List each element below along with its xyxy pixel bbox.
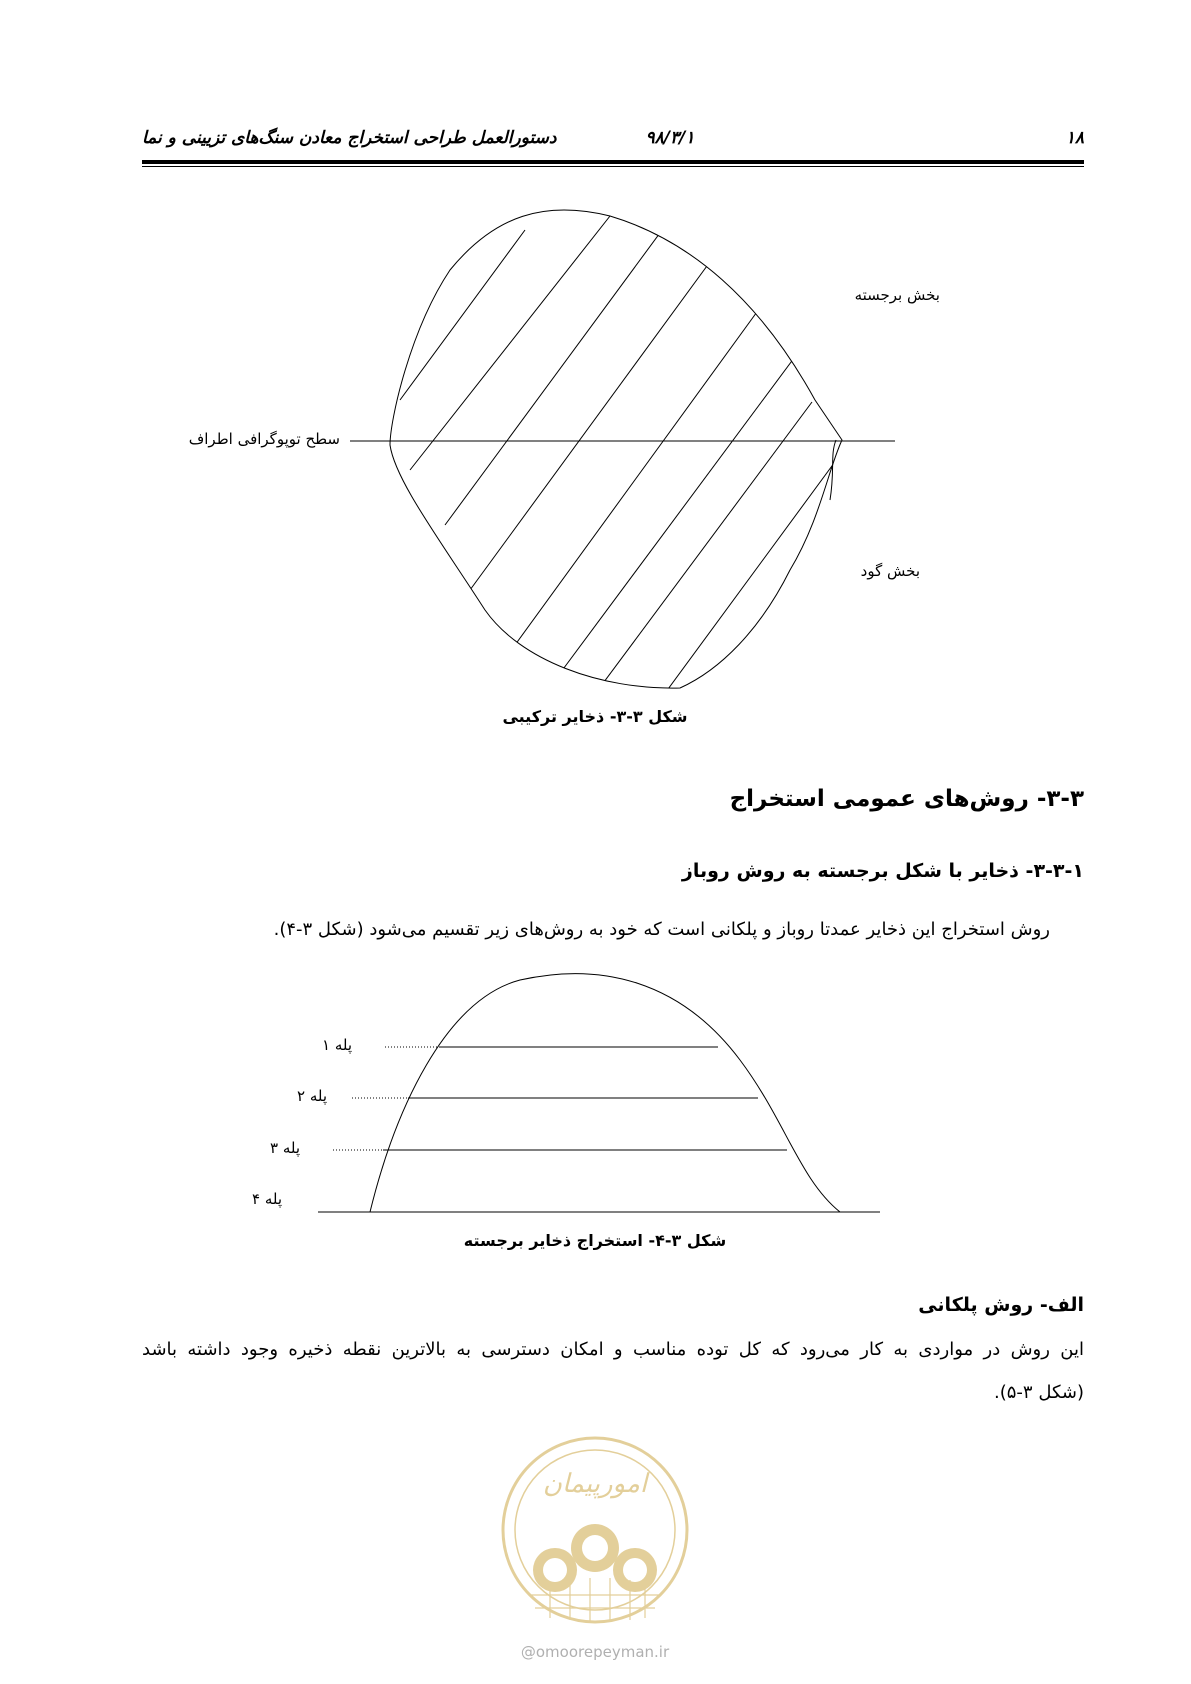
subsection-a-paragraph-line1: این روش در مواردی به کار می‌رود که کل توده مناسب و امکان دسترسی به بالاترین نقطه ذخیره وجود داشته باشد	[142, 1339, 1084, 1360]
bench-leader-lines	[318, 1047, 440, 1212]
label-sunken-part: بخش گود	[860, 562, 920, 580]
raised-deposit-profile	[370, 974, 840, 1212]
subsection-a-paragraph-line2: (شکل ۳-۵).	[994, 1382, 1084, 1403]
bench-3-label: پله ۳	[269, 1139, 300, 1157]
figure-3-3-diagram	[0, 0, 1191, 740]
figure-3-4-diagram	[0, 960, 1191, 1230]
at-icon: @	[520, 1643, 536, 1661]
deposit-outline	[390, 210, 842, 688]
watermark-site: @omoorepeyman.ir	[520, 1643, 670, 1661]
figure-3-4-caption: شکل ۳-۴- استخراج ذخایر برجسته	[463, 1231, 727, 1250]
figure-3-3-caption: شکل ۳-۳- ذخایر ترکیبی	[502, 707, 688, 726]
hatching	[400, 216, 840, 700]
watermark-logo-text: امورپیمان	[542, 1469, 648, 1499]
section-3-3-heading: ۳-۳- روش‌های عمومی استخراج	[729, 786, 1084, 812]
section-3-3-1-heading: ۳-۳-۱- ذخایر با شکل برجسته به روش روباز	[681, 860, 1084, 882]
header-title: دستورالعمل طراحی استخراج معادن سنگ‌های تزیینی و نما	[142, 128, 557, 148]
section-3-3-1-paragraph: روش استخراج این ذخایر عمدتا روباز و پلکانی است که خود به روش‌های زیر تقسیم می‌شود (شکل ۳-۴).	[273, 919, 1050, 940]
header-date: ۹۸/۳/۱	[645, 128, 695, 148]
bench-4-label: پله ۴	[251, 1190, 282, 1208]
label-raised-part: بخش برجسته	[854, 286, 940, 304]
watermark-logo	[495, 1430, 695, 1630]
bench-1-label: پله ۱	[321, 1036, 352, 1054]
page-number: ۱۸	[1065, 128, 1084, 148]
subsection-a-heading: الف- روش پلکانی	[918, 1294, 1084, 1316]
label-surface: سطح توپوگرافی اطراف	[188, 430, 340, 448]
bench-2-label: پله ۲	[296, 1087, 327, 1105]
